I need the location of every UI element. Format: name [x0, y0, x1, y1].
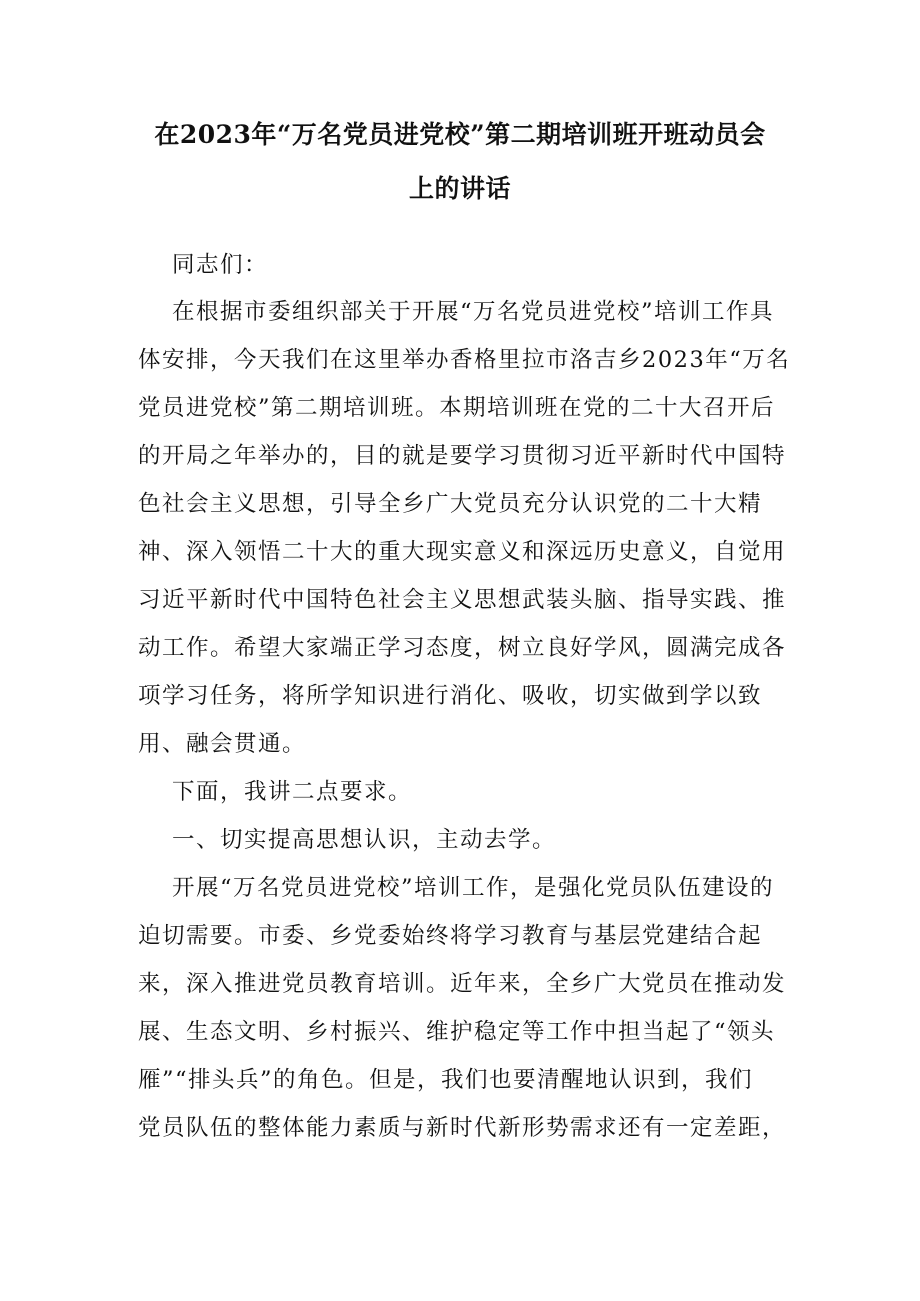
paragraph-3-line: 党员队伍的整体能力素质与新时代新形势需求还有一定差距， — [138, 1115, 787, 1141]
paragraph-3-line: 雁”“排头兵”的角色。但是，我们也要清醒地认识到，我们 — [138, 1067, 754, 1093]
paragraph-1-line: 项学习任务，将所学知识进行消化、吸收，切实做到学以致 — [138, 683, 763, 709]
paragraph-3-line: 开展“万名党员进党校”培训工作，是强化党员队伍建设的 — [172, 875, 775, 901]
document-title-line-2: 上的讲话 — [408, 174, 511, 203]
paragraph-1-line: 神、深入领悟二十大的重大现实意义和深远历史意义，自觉用 — [138, 539, 787, 565]
paragraph-3-line: 展、生态文明、乡村振兴、维护稳定等工作中担当起了“领头 — [138, 1019, 776, 1045]
salutation: 同志们： — [172, 252, 269, 278]
paragraph-1-line: 的开局之年举办的，目的就是要学习贯彻习近平新时代中国特 — [138, 443, 787, 469]
paragraph-3-line: 迫切需要。市委、乡党委始终将学习教育与基层党建结合起 — [138, 923, 763, 949]
paragraph-1-line: 习近平新时代中国特色社会主义思想武装头脑、指导实践、推 — [138, 587, 787, 613]
paragraph-1-line: 党员进党校”第二期培训班。本期培训班在党的二十大召开后 — [138, 395, 776, 421]
paragraph-1-line: 色社会主义思想，引导全乡广大党员充分认识党的二十大精 — [138, 491, 763, 517]
paragraph-1-line: 在根据市委组织部关于开展“万名党员进党校”培训工作具 — [172, 299, 775, 325]
section-1-heading: 一、切实提高思想认识，主动去学。 — [172, 827, 557, 853]
paragraph-1-line: 体安排，今天我们在这里举办香格里拉市洛吉乡2023年“万名 — [138, 347, 791, 373]
document-title-line-1: 在2023年“万名党员进党校”第二期培训班开班动员会 — [154, 120, 766, 149]
paragraph-1-line: 用、融会贯通。 — [138, 731, 307, 757]
paragraph-1-line: 动工作。希望大家端正学习态度，树立良好学风，圆满完成各 — [138, 635, 787, 661]
paragraph-3-line: 来，深入推进党员教育培训。近年来，全乡广大党员在推动发 — [138, 971, 787, 997]
paragraph-2: 下面，我讲二点要求。 — [172, 779, 413, 805]
